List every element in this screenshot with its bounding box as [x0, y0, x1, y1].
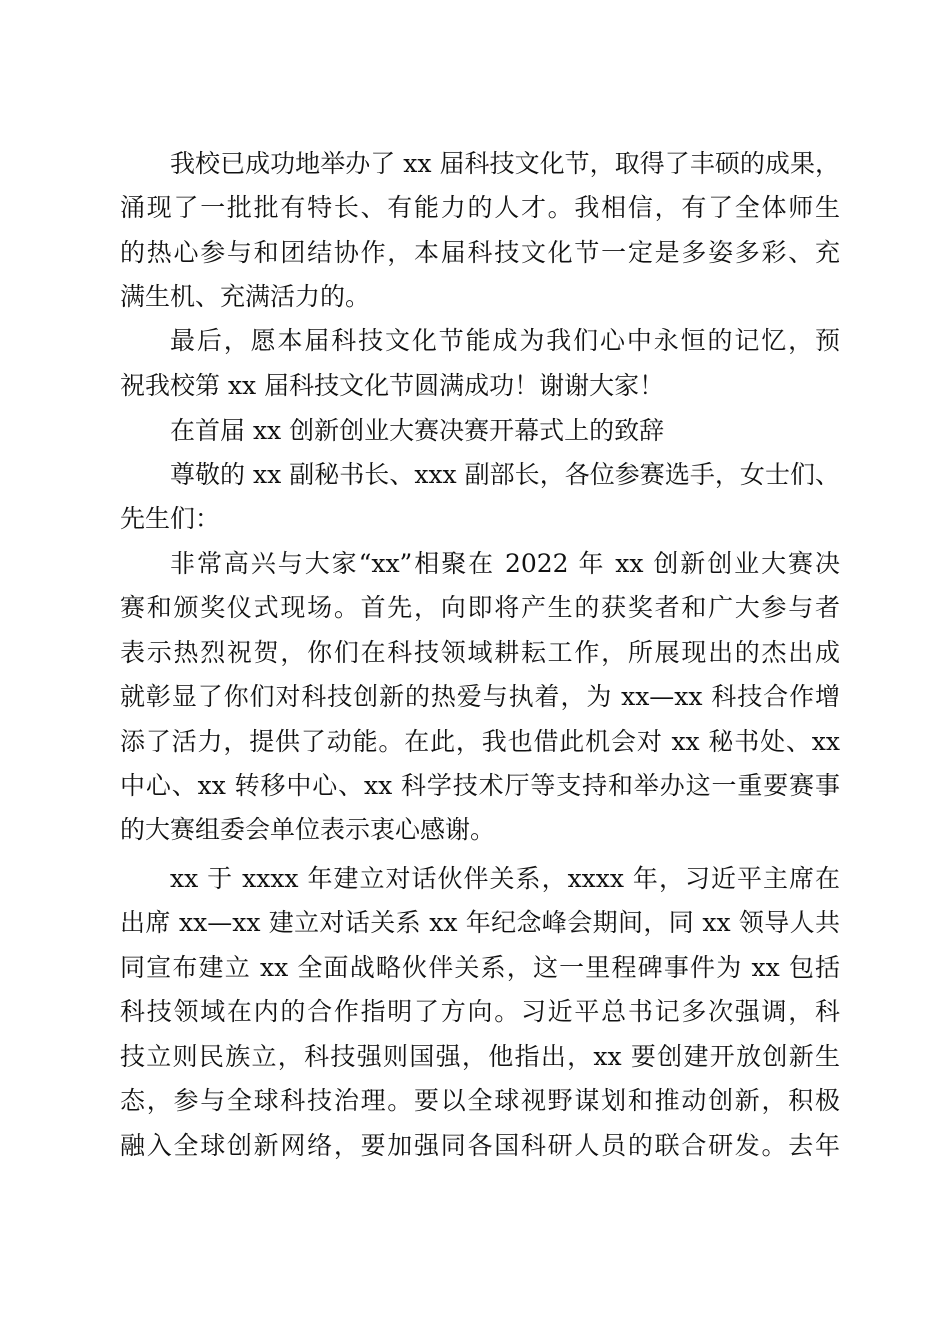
paragraph-line: 满生机、充满活力的。 [120, 282, 371, 311]
paragraph-line: 的大赛组委会单位表示衷心感谢。 [120, 815, 496, 844]
paragraph-line: 添了活力，提供了动能。在此，我也借此机会对 xx 秘书处、xx [120, 727, 840, 756]
paragraph-line: 我校已成功地举办了 xx 届科技文化节，取得了丰硕的成果， [170, 149, 840, 178]
paragraph-line: 出席 xx—xx 建立对话关系 xx 年纪念峰会期间，同 xx 领导人共 [120, 908, 840, 937]
paragraph-line: 中心、xx 转移中心、xx 科学技术厅等支持和举办这一重要赛事 [120, 771, 840, 800]
speech-title: 在首届 xx 创新创业大赛决赛开幕式上的致辞 [170, 416, 665, 445]
paragraph-line: 赛和颁奖仪式现场。首先，向即将产生的获奖者和广大参与者 [120, 593, 840, 622]
paragraph-line: 科技领域在内的合作指明了方向。习近平总书记多次强调，科 [120, 997, 840, 1026]
salutation-line: 尊敬的 xx 副秘书长、xxx 副部长，各位参赛选手，女士们、 [170, 460, 840, 489]
paragraph-line: 表示热烈祝贺，你们在科技领域耕耘工作，所展现出的杰出成 [120, 638, 840, 667]
paragraph-line: 态，参与全球科技治理。要以全球视野谋划和推动创新，积极 [120, 1086, 840, 1115]
paragraph-line: 融入全球创新网络，要加强同各国科研人员的联合研发。去年 [120, 1131, 840, 1160]
paragraph-line: 最后，愿本届科技文化节能成为我们心中永恒的记忆，预 [170, 326, 840, 355]
paragraph-line: 的热心参与和团结协作，本届科技文化节一定是多姿多彩、充 [120, 238, 840, 267]
paragraph-line: 就彰显了你们对科技创新的热爱与执着，为 xx—xx 科技合作增 [120, 682, 840, 711]
paragraph-line: 非常高兴与大家“xx”相聚在 2022 年 xx 创新创业大赛决 [170, 549, 840, 578]
salutation-line: 先生们： [120, 504, 221, 533]
paragraph-line: xx 于 xxxx 年建立对话伙伴关系，xxxx 年，习近平主席在 [170, 864, 840, 893]
paragraph-line: 涌现了一批批有特长、有能力的人才。我相信，有了全体师生 [120, 193, 840, 222]
paragraph-line: 同宣布建立 xx 全面战略伙伴关系，这一里程碑事件为 xx 包括 [120, 953, 840, 982]
paragraph-line: 祝我校第 xx 届科技文化节圆满成功！谢谢大家！ [120, 371, 665, 400]
paragraph-line: 技立则民族立，科技强则国强，他指出，xx 要创建开放创新生 [120, 1042, 840, 1071]
